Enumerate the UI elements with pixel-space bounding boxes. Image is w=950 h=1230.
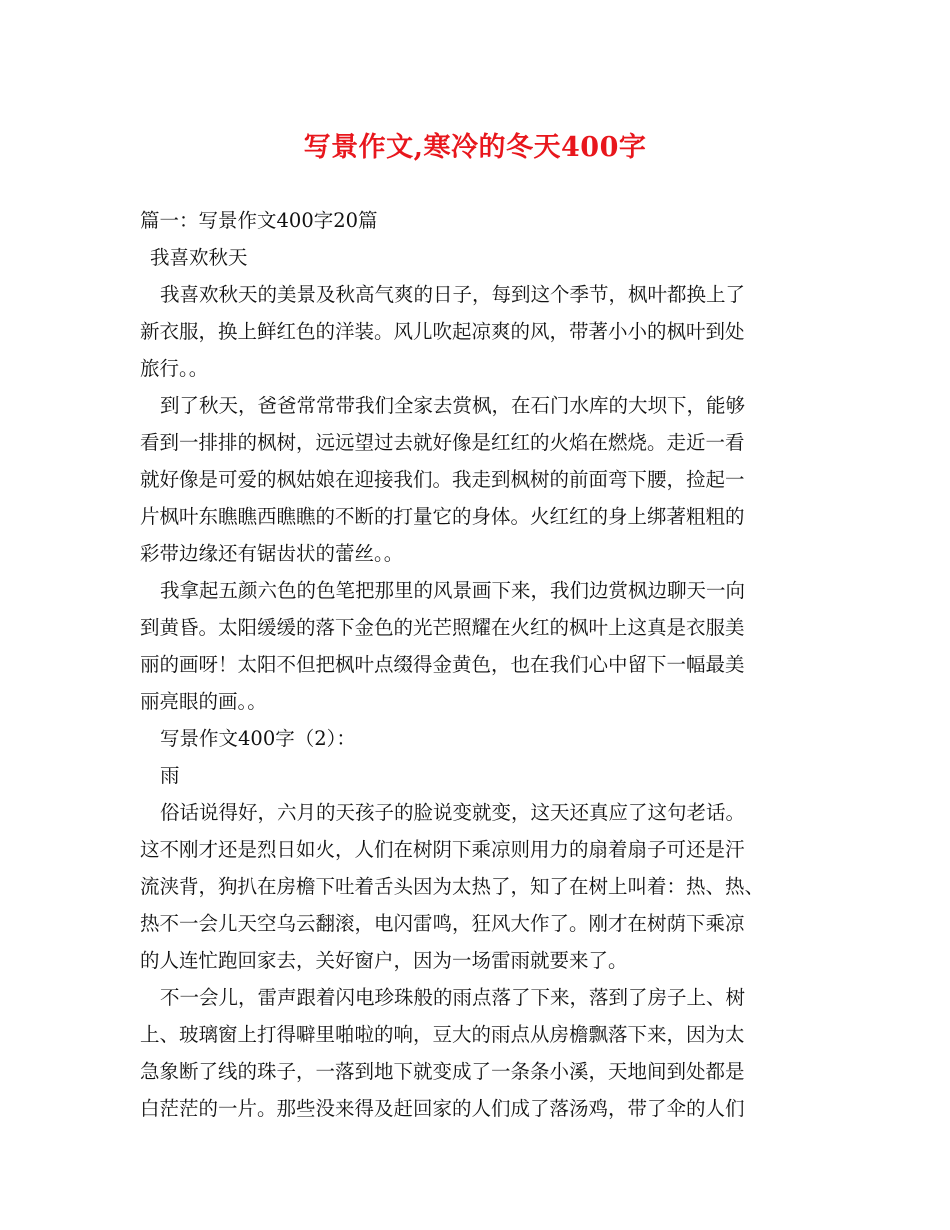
text-line: 上、玻璃窗上打得噼里啪啦的响，豆大的雨点从房檐飘落下来，因为太 (140, 1023, 745, 1046)
text-line: 丽的画呀！太阳不但把枫叶点缀得金黄色，也在我们心中留下一幅最美 (140, 653, 745, 676)
text-line: 我喜欢秋天 (150, 246, 248, 269)
text-line: 热不一会儿天空乌云翻滚，电闪雷鸣，狂风大作了。刚才在树荫下乘凉 (140, 912, 745, 935)
document-title: 写景作文,寒冷的冬天400字 (303, 132, 647, 163)
text-line: 这不刚才还是烈日如火，人们在树阴下乘凉则用力的扇着扇子可还是汗 (140, 838, 745, 861)
text-line: 写景作文400字（2）： (160, 727, 356, 750)
text-line: 片枫叶东瞧瞧西瞧瞧的不断的打量它的身体。火红红的身上绑著粗粗的 (140, 505, 745, 528)
text-line: 丽亮眼的画。。 (140, 690, 267, 713)
document-body (140, 202, 820, 1127)
text-line: 流浃背，狗扒在房檐下吐着舌头因为太热了，知了在树上叫着：热、热、 (140, 875, 765, 898)
text-line: 急象断了线的珠子，一落到地下就变成了一条条小溪，天地间到处都是 (140, 1060, 745, 1083)
text-line: 雨 (160, 764, 180, 787)
text-line: 的人连忙跑回家去，关好窗户，因为一场雷雨就要来了。 (140, 949, 628, 972)
text-line: 篇一：写景作文400字20篇 (140, 209, 378, 232)
text-line: 我喜欢秋天的美景及秋高气爽的日子，每到这个季节，枫叶都换上了 (160, 283, 746, 306)
text-line: 我拿起五颜六色的色笔把那里的风景画下来，我们边赏枫边聊天一向 (160, 579, 746, 602)
text-line: 彩带边缘还有锯齿状的蕾丝。。 (140, 542, 404, 565)
text-line: 新衣服，换上鲜红色的洋装。风儿吹起凉爽的风，带著小小的枫叶到处 (140, 320, 745, 343)
text-line: 白茫茫的一片。那些没来得及赶回家的人们成了落汤鸡，带了伞的人们 (140, 1097, 745, 1120)
text-line: 到了秋天，爸爸常常带我们全家去赏枫，在石门水库的大坝下，能够 (160, 394, 746, 417)
text-line: 看到一排排的枫树，远远望过去就好像是红红的火焰在燃烧。走近一看 (140, 431, 745, 454)
text-line: 到黄昏。太阳缓缓的落下金色的光芒照耀在火红的枫叶上这真是衣服美 (140, 616, 745, 639)
text-line: 旅行。。 (140, 357, 209, 380)
text-line: 就好像是可爱的枫姑娘在迎接我们。我走到枫树的前面弯下腰，捡起一 (140, 468, 745, 491)
text-line: 俗话说得好，六月的天孩子的脸说变就变，这天还真应了这句老话。 (160, 801, 746, 824)
text-line: 不一会儿，雷声跟着闪电珍珠般的雨点落了下来，落到了房子上、树 (160, 986, 746, 1009)
